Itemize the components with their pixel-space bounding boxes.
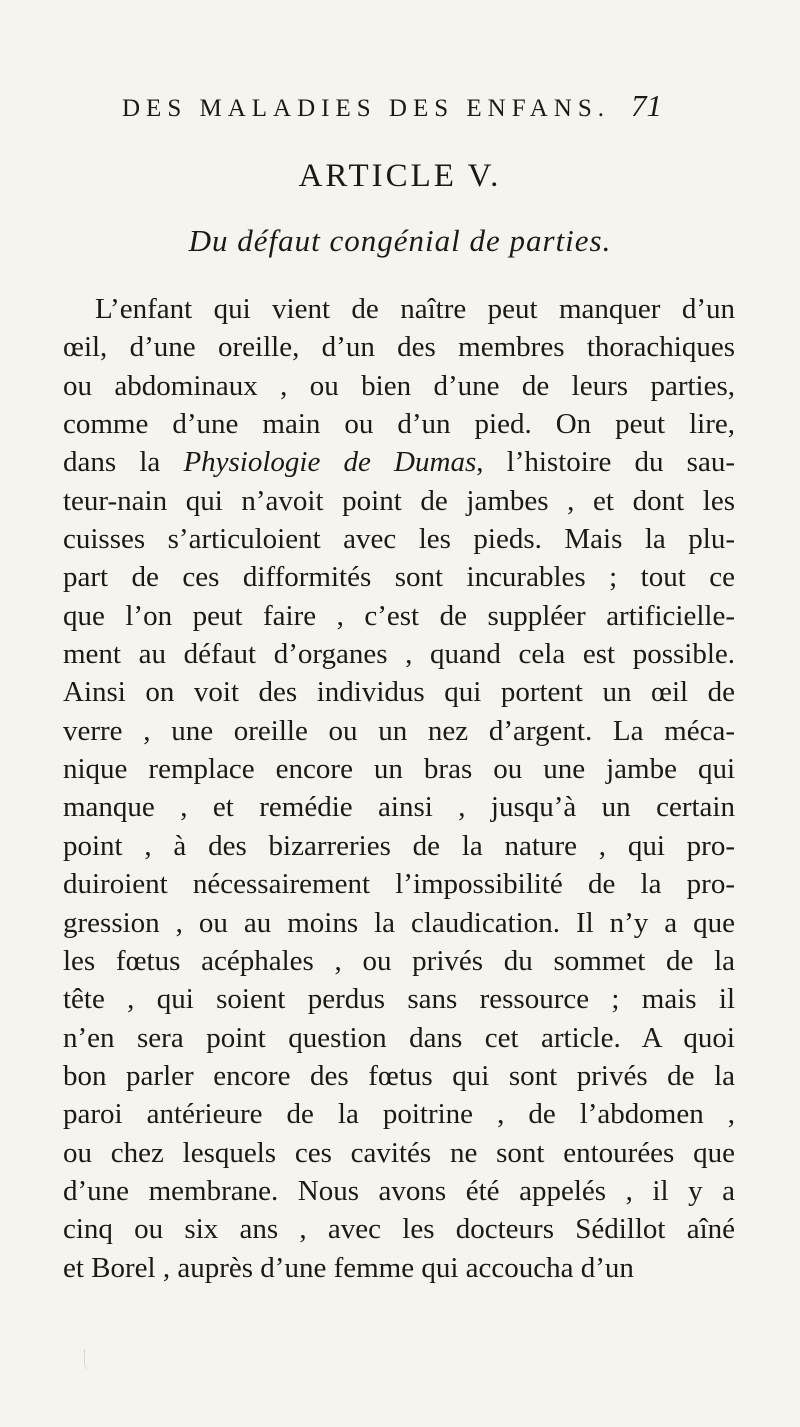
text-line: part de ces difformités sont incurables ; tout ce: [63, 561, 735, 594]
running-head: [122, 88, 662, 124]
body-text: [63, 290, 735, 1287]
text-line: Ainsi on voit des individus qui portent un œil de: [63, 676, 735, 709]
text-line: L’enfant qui vient de naître peut manquer d’un: [95, 293, 735, 325]
book-title-reference: Physiologie de Dumas: [183, 446, 477, 479]
article-heading: ARTICLE V.: [298, 158, 502, 194]
text-fragment: dans la: [63, 446, 161, 479]
text-line: tête , qui soient perdus sans ressource ; mais il: [63, 983, 735, 1016]
text-line: comme d’une main ou d’un pied. On peut lire,: [63, 408, 735, 441]
article-subtitle: Du défaut congénial de parties.: [188, 223, 612, 258]
text-line: bon parler encore des fœtus qui sont privés de la: [63, 1059, 735, 1092]
text-line: manque , et remédie ainsi , jusqu’à un certain: [63, 791, 735, 824]
text-line: paroi antérieure de la poitrine , de l’abdomen ,: [63, 1098, 735, 1131]
text-line: ou abdominaux , ou bien d’une de leurs parties,: [63, 369, 735, 402]
running-title: DES MALADIES DES ENFANS.: [122, 95, 611, 122]
text-line: d’une membrane. Nous avons été appelés , il y a: [63, 1174, 735, 1207]
text-line: duiroient nécessairement l’impossibilité de la pro-: [63, 868, 735, 901]
text-line: point , à des bizarreries de la nature , qui pro-: [63, 829, 735, 862]
text-line: les fœtus acéphales , ou privés du sommet de la: [63, 944, 735, 977]
text-line: que l’on peut faire , c’est de suppléer artificielle-: [63, 599, 735, 632]
text-line: gression , ou au moins la claudication. Il n’y a que: [63, 906, 735, 939]
text-line: ment au défaut d’organes , quand cela est possible.: [63, 638, 735, 671]
text-line: n’en sera point question dans cet article. A quoi: [63, 1021, 735, 1054]
page-number: 71: [631, 88, 662, 123]
text-line: cuisses s’articuloient avec les pieds. Mais la plu-: [63, 523, 735, 556]
paper-mark: [84, 1349, 93, 1371]
text-line: teur-nain qui n’avoit point de jambes , et dont les: [63, 484, 735, 517]
text-line: et Borel , auprès d’une femme qui accoucha d’un: [63, 1251, 634, 1284]
text-line: [63, 443, 735, 481]
text-fragment: , l’histoire du sau-: [476, 446, 736, 479]
text-line: ou chez lesquels ces cavités ne sont entourées que: [63, 1136, 735, 1169]
text-line: cinq ou six ans , avec les docteurs Sédillot aîné: [63, 1213, 735, 1246]
text-line: verre , une oreille ou un nez d’argent. La méca-: [63, 714, 735, 747]
text-line: nique remplace encore un bras ou une jambe qui: [63, 753, 735, 786]
text-line: œil, d’une oreille, d’un des membres thorachiques: [63, 331, 735, 364]
